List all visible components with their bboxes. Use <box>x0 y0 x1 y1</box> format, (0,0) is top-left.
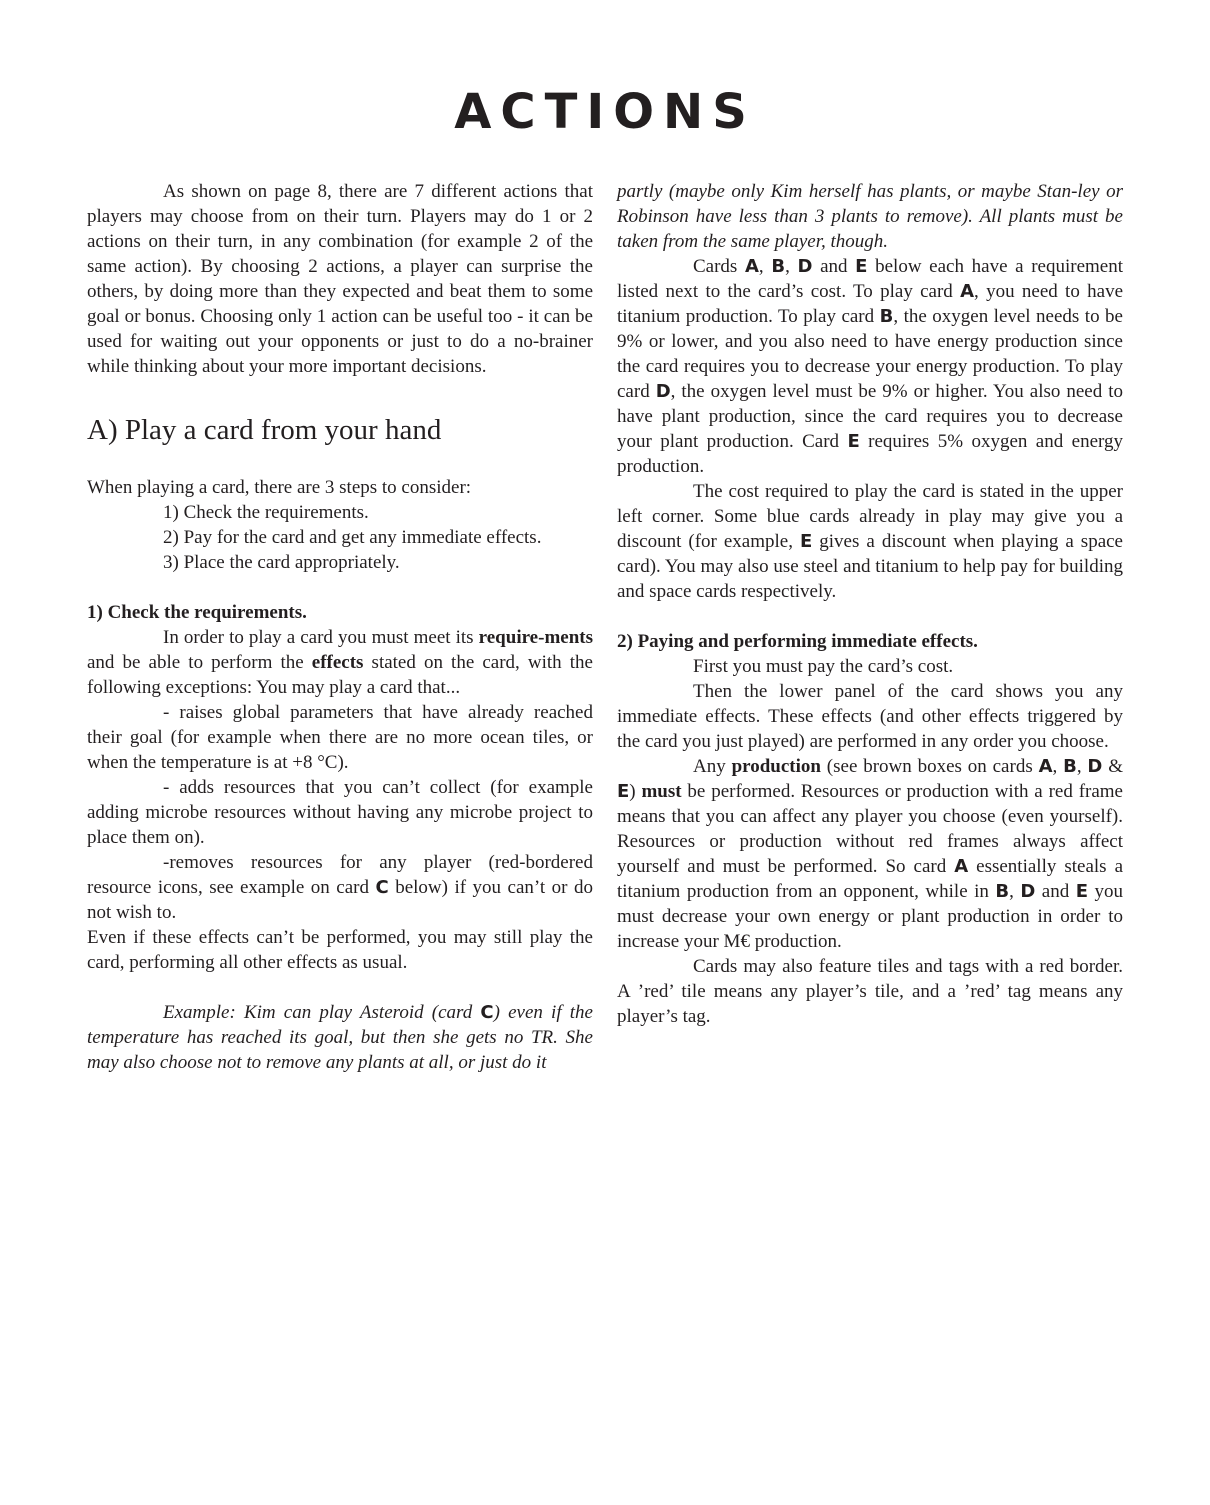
steps-intro: When playing a card, there are 3 steps to consider: <box>87 477 472 498</box>
card-letter-b: B <box>771 256 786 277</box>
card-letter-e: E <box>855 256 868 277</box>
card-letter-b: B <box>995 881 1010 902</box>
card-letter-e: E <box>847 431 860 452</box>
section-heading: A) Play a card from your hand <box>87 414 442 446</box>
intro-paragraph: As shown on page 8, there are 7 different actions that players may choose from on their turn. Players may do 1 or 2 actions on their turn, in any combination (for example 2 of the same action). By choosing 2 actions, a player can surprise the others, by doing more than they expected and beat them to some goal or bonus. Choosing only 1 action can be useful too - it can be used for waiting out your opponents or just to do a no-brainer while thinking about your more important decisions. <box>87 181 593 377</box>
exception-1: - raises global parameters that have already reached their goal (for example when there are no more ocean tiles, or when the temperature is at +8 °C). <box>87 702 593 773</box>
card-letter-d: D <box>1087 756 1103 777</box>
card-letter-a: A <box>960 281 975 302</box>
even-if-paragraph: Even if these effects can’t be performed, you may still play the card, performing all other effects as usual. <box>87 927 593 973</box>
immediate-effects-paragraph: Then the lower panel of the card shows you any immediate effects. These effects (and other effects triggered by the card you just played) are performed in any order you choose. <box>617 681 1123 752</box>
card-letter-b: B <box>879 306 894 327</box>
card-letter-b: B <box>1063 756 1077 777</box>
exception-2: - adds resources that you can’t collect (for example adding microbe resources without having any microbe project to place them on). <box>87 777 593 848</box>
example-continued: partly (maybe only Kim herself has plants, or maybe Stan-ley or Robinson have less than 3 plants to remove). All plants must be taken from the same player, though. <box>617 181 1123 252</box>
tiles-tags-paragraph: Cards may also feature tiles and tags with a red border. A ’red’ tile means any player’s tile, and a ’red’ tag means any player’s tag. <box>617 956 1123 1027</box>
card-letter-d: D <box>797 256 813 277</box>
cards-requirements-paragraph: Cards A, B, D and E below each have a requirement listed next to the card’s cost. To play card A, you need to have titanium production. To play card B, the oxygen level needs to be 9% or lower, and you also need to have energy production since the card requires you to decrease your energy production. To play card D, the oxygen level must be 9% or higher. You also need to have plant production, since the card requires you to decrease your plant production. Card E requires 5% oxygen and energy production. <box>617 256 1124 477</box>
subheading-check-requirements: 1) Check the requirements. <box>87 602 307 623</box>
card-letter-d: D <box>655 381 671 402</box>
card-letter-e: E <box>1075 881 1089 902</box>
exception-3: -removes resources for any player (red-bordered resource icons, see example on card C below) if you can’t or do not wish to. <box>87 852 593 923</box>
requirements-paragraph: In order to play a card you must meet its require-ments and be able to perform the effects stated on the card, with the following exceptions: You may play a card that... <box>87 627 593 698</box>
card-letter-a: A <box>1038 756 1053 777</box>
left-column <box>87 179 593 1075</box>
step-item-1: 1) Check the requirements. <box>163 502 369 523</box>
card-letter-a: A <box>954 856 969 877</box>
card-letter-e: E <box>799 531 813 552</box>
step-item-3: 3) Place the card appropriately. <box>163 552 400 573</box>
card-letter-a: A <box>744 256 759 277</box>
production-paragraph: Any production (see brown boxes on cards A, B, D & E) must be performed. Resources or production with a red frame means that you can affect any player you choose (even yourself). Resources or production without red frames always affect yourself and must be performed. So card A essentially steals a titanium production from an opponent, while in B, D and E you must decrease your own energy or plant production in order to increase your M€ production. <box>617 756 1124 952</box>
page-title: ACTIONS <box>454 84 756 140</box>
card-letter-d: D <box>1020 881 1036 902</box>
pay-first-paragraph: First you must pay the card’s cost. <box>693 656 954 677</box>
step-item-2: 2) Pay for the card and get any immediate effects. <box>163 527 542 548</box>
cost-paragraph: The cost required to play the card is stated in the upper left corner. Some blue cards already in play may give you a discount (for example, E gives a discount when playing a space card). You may also use steel and titanium to help pay for building and space cards respectively. <box>617 481 1123 602</box>
subheading-paying: 2) Paying and performing immediate effects. <box>617 631 978 652</box>
example-paragraph: Example: Kim can play Asteroid (card C) even if the temperature has reached its goal, but then she gets no TR. She may also choose not to remove any plants at all, or just do it <box>87 1002 593 1073</box>
card-letter-c: C <box>375 877 389 898</box>
right-column <box>617 179 1123 1029</box>
card-letter-e: E <box>617 781 630 802</box>
card-letter-c: C <box>480 1002 494 1023</box>
